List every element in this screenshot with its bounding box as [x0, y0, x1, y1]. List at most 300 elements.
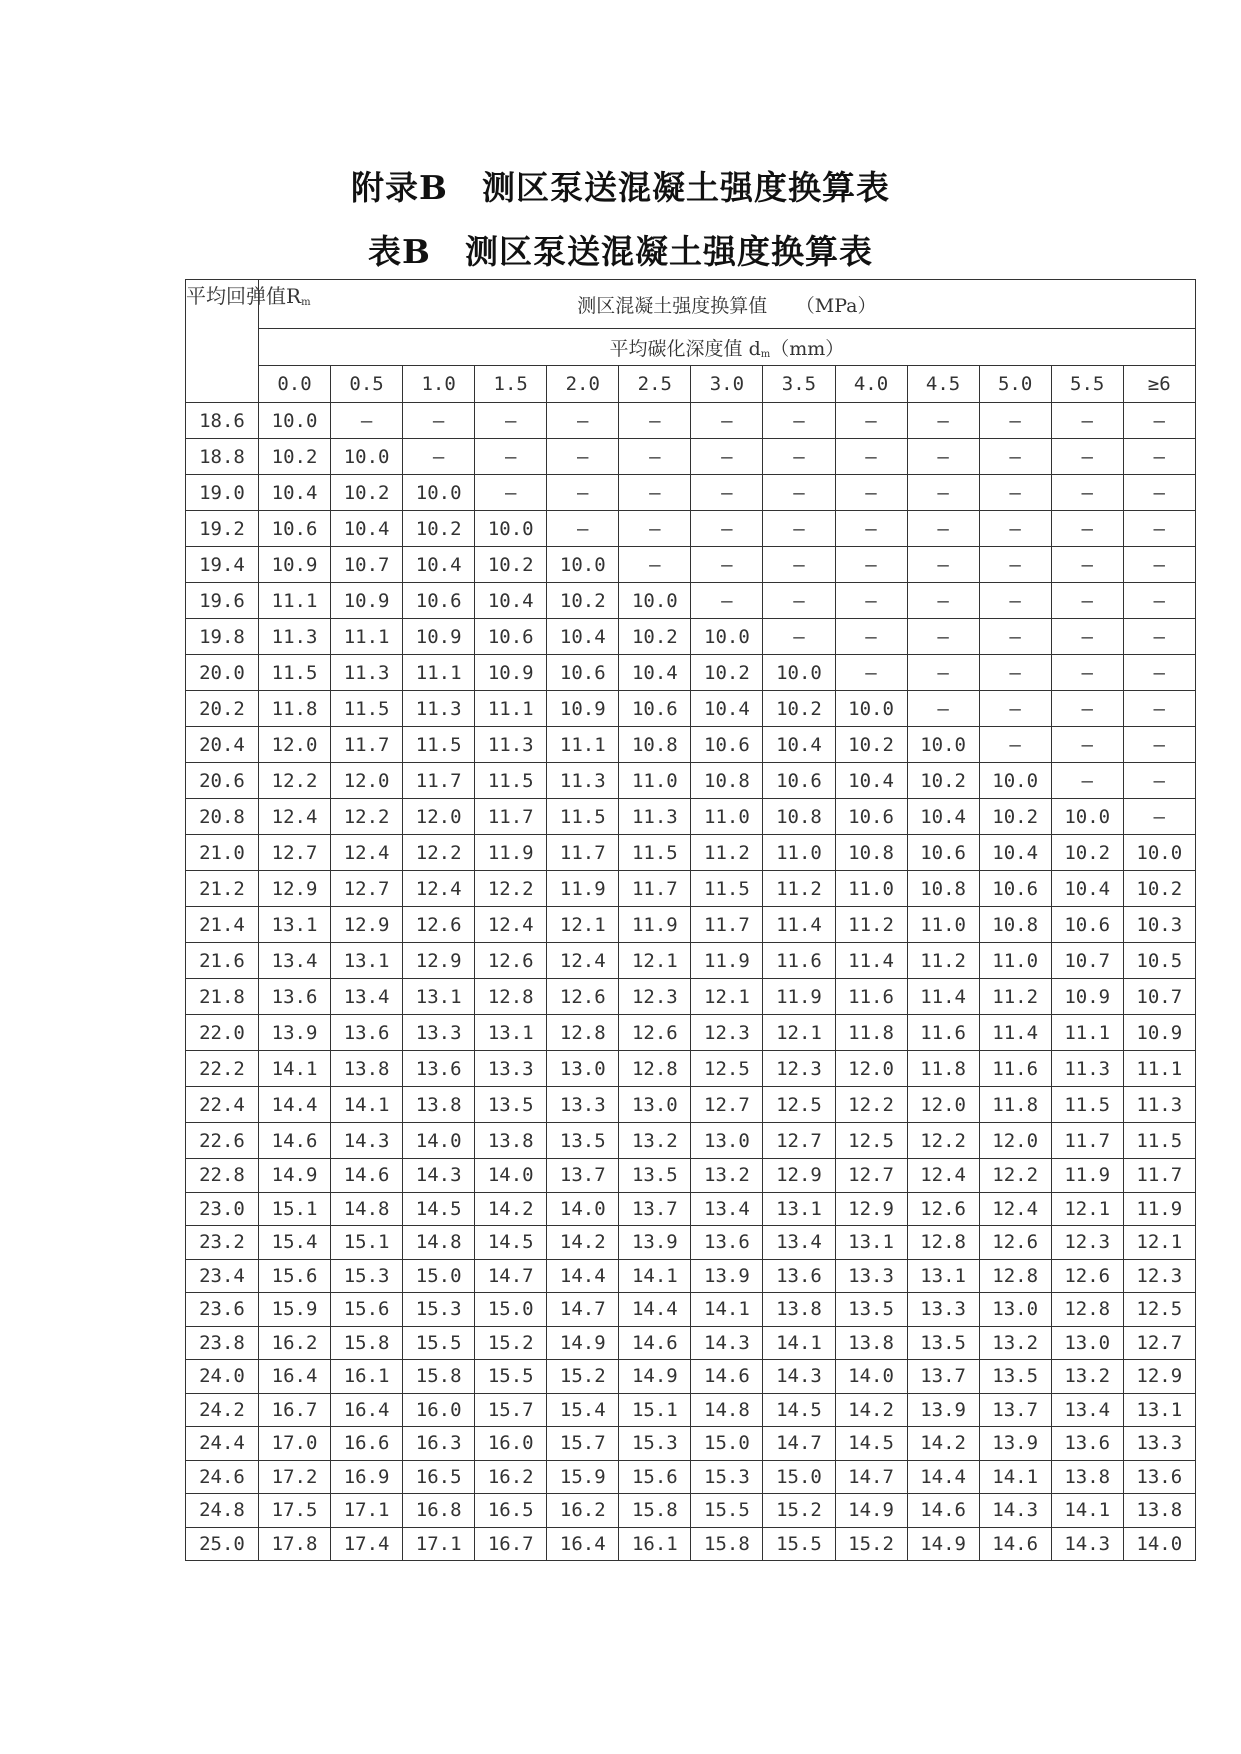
strength-value-cell: 14.6	[979, 1527, 1051, 1561]
strength-value-cell: 10.3	[1123, 907, 1195, 943]
strength-value-cell: 12.1	[763, 1015, 835, 1051]
strength-value-cell: 10.9	[331, 583, 403, 619]
depth-values-row	[186, 366, 1196, 403]
strength-value-cell: 10.0	[403, 475, 475, 511]
strength-value-cell: —	[1051, 727, 1123, 763]
strength-value-cell: 11.7	[403, 763, 475, 799]
table-row	[186, 1427, 1196, 1461]
depth-header-cell: 2.0	[547, 366, 619, 403]
strength-value-cell: 12.0	[835, 1051, 907, 1087]
strength-value-cell: 10.0	[619, 583, 691, 619]
strength-value-cell: 15.3	[403, 1293, 475, 1327]
strength-value-cell: 12.6	[475, 943, 547, 979]
strength-value-cell: 11.9	[763, 979, 835, 1015]
strength-value-cell: 16.4	[547, 1527, 619, 1561]
strength-value-cell: 15.4	[547, 1393, 619, 1427]
strength-value-cell: 12.6	[619, 1015, 691, 1051]
strength-value-cell: —	[979, 403, 1051, 439]
strength-value-cell: 15.5	[403, 1326, 475, 1360]
strength-value-cell: 12.0	[403, 799, 475, 835]
strength-value-cell: 11.7	[331, 727, 403, 763]
strength-value-cell: 10.4	[619, 655, 691, 691]
table-row	[186, 1123, 1196, 1159]
strength-value-cell: 11.3	[547, 763, 619, 799]
strength-value-cell: 10.2	[259, 439, 331, 475]
strength-value-cell: —	[691, 475, 763, 511]
strength-value-cell: 12.9	[331, 907, 403, 943]
strength-value-cell: 10.6	[403, 583, 475, 619]
rebound-value-cell: 22.0	[186, 1015, 259, 1051]
strength-value-cell: 10.0	[835, 691, 907, 727]
table-row	[186, 1051, 1196, 1087]
table-row	[186, 835, 1196, 871]
strength-value-cell: —	[763, 583, 835, 619]
strength-value-cell: 12.6	[1051, 1259, 1123, 1293]
strength-value-cell: —	[1051, 583, 1123, 619]
strength-value-cell: 14.0	[403, 1123, 475, 1159]
strength-value-cell: 13.1	[403, 979, 475, 1015]
rebound-value-header: 平均回弹值$R_m$	[186, 280, 259, 403]
rebound-value-cell: 20.2	[186, 691, 259, 727]
strength-value-cell: 10.9	[1123, 1015, 1195, 1051]
strength-value-cell: 13.1	[907, 1259, 979, 1293]
depth-header-cell: 2.5	[619, 366, 691, 403]
strength-value-cell: 15.9	[259, 1293, 331, 1327]
strength-value-cell: 15.2	[547, 1360, 619, 1394]
strength-value-cell: 14.4	[907, 1460, 979, 1494]
rebound-value-cell: 19.8	[186, 619, 259, 655]
strength-value-cell: 16.7	[475, 1527, 547, 1561]
strength-value-cell: 13.1	[763, 1192, 835, 1226]
table-row	[186, 655, 1196, 691]
strength-value-cell: 14.7	[547, 1293, 619, 1327]
appendix-title: 附录B 测区泵送混凝土强度换算表	[351, 168, 890, 207]
table-row	[186, 871, 1196, 907]
strength-value-cell: 13.5	[619, 1159, 691, 1193]
strength-value-cell: —	[763, 439, 835, 475]
strength-value-cell: 16.7	[259, 1393, 331, 1427]
strength-value-cell: 15.0	[691, 1427, 763, 1461]
strength-value-cell: 15.9	[547, 1460, 619, 1494]
strength-value-cell: 13.8	[331, 1051, 403, 1087]
strength-value-cell: —	[763, 403, 835, 439]
strength-value-cell: 11.9	[475, 835, 547, 871]
table-row	[186, 439, 1196, 475]
strength-value-cell: —	[1123, 475, 1195, 511]
strength-value-cell: 17.1	[403, 1527, 475, 1561]
strength-value-cell: —	[1051, 655, 1123, 691]
strength-value-cell: 15.0	[403, 1259, 475, 1293]
strength-value-cell: 11.7	[1123, 1159, 1195, 1193]
strength-value-cell: —	[475, 439, 547, 475]
depth-header-cell: 0.0	[259, 366, 331, 403]
strength-value-cell: 11.8	[835, 1015, 907, 1051]
rebound-value-cell: 23.2	[186, 1226, 259, 1260]
rebound-value-cell: 18.6	[186, 403, 259, 439]
strength-value-cell: 10.4	[331, 511, 403, 547]
strength-value-cell: 14.5	[763, 1393, 835, 1427]
table-row	[186, 943, 1196, 979]
strength-value-cell: 12.8	[475, 979, 547, 1015]
strength-value-cell: 10.2	[619, 619, 691, 655]
strength-value-cell: 10.6	[979, 871, 1051, 907]
strength-value-cell: 15.6	[331, 1293, 403, 1327]
strength-value-cell: 10.6	[259, 511, 331, 547]
strength-value-cell: 13.2	[691, 1159, 763, 1193]
strength-value-cell: 13.8	[475, 1123, 547, 1159]
strength-value-cell: 12.4	[331, 835, 403, 871]
strength-value-cell: 11.5	[619, 835, 691, 871]
strength-value-cell: 13.3	[403, 1015, 475, 1051]
strength-value-cell: 14.6	[331, 1159, 403, 1193]
strength-value-cell: 10.4	[259, 475, 331, 511]
strength-value-cell: 11.7	[1051, 1123, 1123, 1159]
strength-value-cell: 13.9	[619, 1226, 691, 1260]
strength-value-cell: 16.9	[331, 1460, 403, 1494]
strength-value-cell: 10.4	[475, 583, 547, 619]
rebound-value-cell: 20.0	[186, 655, 259, 691]
strength-value-cell: 13.7	[979, 1393, 1051, 1427]
strength-value-cell: 12.7	[331, 871, 403, 907]
strength-value-cell: 10.0	[475, 511, 547, 547]
strength-value-cell: 11.6	[979, 1051, 1051, 1087]
table-row	[186, 1259, 1196, 1293]
strength-value-cell: —	[835, 511, 907, 547]
depth-header-cell: 1.0	[403, 366, 475, 403]
strength-value-cell: —	[1123, 511, 1195, 547]
strength-value-cell: —	[835, 619, 907, 655]
strength-value-cell: 15.3	[619, 1427, 691, 1461]
strength-value-cell: —	[763, 547, 835, 583]
table-row	[186, 511, 1196, 547]
table-row	[186, 1192, 1196, 1226]
strength-value-cell: 16.6	[331, 1427, 403, 1461]
strength-value-cell: 13.8	[1123, 1494, 1195, 1528]
depth-header-cell: 5.5	[1051, 366, 1123, 403]
strength-value-cell: —	[835, 583, 907, 619]
strength-value-cell: 14.1	[259, 1051, 331, 1087]
rebound-value-cell: 22.6	[186, 1123, 259, 1159]
strength-value-cell: 12.1	[1123, 1226, 1195, 1260]
strength-value-cell: 10.8	[979, 907, 1051, 943]
strength-value-cell: 11.9	[619, 907, 691, 943]
strength-value-cell: —	[691, 403, 763, 439]
strength-value-cell: 12.4	[979, 1192, 1051, 1226]
rebound-value-cell: 18.8	[186, 439, 259, 475]
strength-value-cell: 10.0	[691, 619, 763, 655]
strength-value-cell: 12.6	[547, 979, 619, 1015]
strength-value-cell: 13.3	[1123, 1427, 1195, 1461]
rebound-value-cell: 21.6	[186, 943, 259, 979]
strength-value-cell: 11.7	[691, 907, 763, 943]
strength-value-cell: 11.4	[907, 979, 979, 1015]
strength-value-cell: 12.8	[1051, 1293, 1123, 1327]
strength-value-cell: —	[1051, 619, 1123, 655]
strength-value-cell: 10.2	[907, 763, 979, 799]
table-row	[186, 799, 1196, 835]
table-row	[186, 475, 1196, 511]
strength-value-cell: 14.1	[1051, 1494, 1123, 1528]
strength-value-cell: 15.8	[331, 1326, 403, 1360]
strength-value-cell: 12.9	[259, 871, 331, 907]
strength-value-cell: 14.9	[907, 1527, 979, 1561]
strength-value-cell: 16.2	[547, 1494, 619, 1528]
strength-value-cell: —	[907, 691, 979, 727]
strength-value-cell: —	[1123, 763, 1195, 799]
strength-value-cell: 14.0	[547, 1192, 619, 1226]
strength-value-cell: 12.0	[331, 763, 403, 799]
strength-value-cell: 11.2	[835, 907, 907, 943]
strength-value-cell: 10.4	[403, 547, 475, 583]
strength-value-cell: 11.3	[331, 655, 403, 691]
strength-value-cell: —	[907, 583, 979, 619]
strength-value-cell: 14.7	[763, 1427, 835, 1461]
strength-value-cell: 13.4	[691, 1192, 763, 1226]
table-row	[186, 1326, 1196, 1360]
strength-value-cell: 16.1	[331, 1360, 403, 1394]
strength-value-cell: 13.0	[547, 1051, 619, 1087]
strength-value-cell: 14.1	[763, 1326, 835, 1360]
strength-value-cell: 14.0	[475, 1159, 547, 1193]
strength-value-cell: 10.8	[835, 835, 907, 871]
rebound-value-cell: 20.6	[186, 763, 259, 799]
strength-value-cell: 13.8	[1051, 1460, 1123, 1494]
strength-value-cell: 12.4	[259, 799, 331, 835]
strength-value-cell: 16.3	[403, 1427, 475, 1461]
strength-value-cell: 10.4	[907, 799, 979, 835]
strength-value-cell: 11.3	[475, 727, 547, 763]
strength-value-cell: —	[547, 403, 619, 439]
strength-value-cell: 11.9	[691, 943, 763, 979]
strength-value-cell: 12.2	[835, 1087, 907, 1123]
strength-value-cell: 12.9	[835, 1192, 907, 1226]
rebound-value-cell: 22.8	[186, 1159, 259, 1193]
strength-value-cell: —	[619, 403, 691, 439]
strength-value-cell: 12.4	[547, 943, 619, 979]
strength-value-cell: 12.7	[691, 1087, 763, 1123]
strength-value-cell: 12.6	[403, 907, 475, 943]
depth-header-cell: 5.0	[979, 366, 1051, 403]
strength-value-cell: 10.2	[331, 475, 403, 511]
strength-value-cell: 17.8	[259, 1527, 331, 1561]
strength-value-cell: 10.2	[1123, 871, 1195, 907]
rebound-value-cell: 21.2	[186, 871, 259, 907]
strength-value-cell: 15.0	[475, 1293, 547, 1327]
carbonation-depth-label: 平均碳化深度值 $d_m(mm)$	[259, 329, 1196, 366]
strength-value-cell: —	[835, 547, 907, 583]
strength-value-cell: 11.1	[403, 655, 475, 691]
strength-value-cell: 14.3	[763, 1360, 835, 1394]
strength-value-cell: 11.7	[619, 871, 691, 907]
table-title: 表B 测区泵送混凝土强度换算表	[368, 232, 873, 271]
strength-value-cell: 11.1	[259, 583, 331, 619]
strength-value-cell: 11.0	[979, 943, 1051, 979]
strength-value-cell: 10.0	[259, 403, 331, 439]
strength-value-cell: 11.5	[691, 871, 763, 907]
strength-value-cell: 15.3	[691, 1460, 763, 1494]
strength-value-cell: 11.1	[331, 619, 403, 655]
rebound-value-cell: 23.4	[186, 1259, 259, 1293]
strength-value-cell: 11.5	[331, 691, 403, 727]
strength-value-cell: —	[691, 511, 763, 547]
strength-value-cell: 15.8	[691, 1527, 763, 1561]
strength-value-cell: 10.8	[619, 727, 691, 763]
strength-value-cell: —	[619, 547, 691, 583]
strength-value-cell: 12.7	[1123, 1326, 1195, 1360]
strength-value-cell: 15.6	[259, 1259, 331, 1293]
strength-value-cell: 12.8	[907, 1226, 979, 1260]
strength-value-cell: 16.2	[259, 1326, 331, 1360]
strength-value-cell: 12.2	[979, 1159, 1051, 1193]
table-row	[186, 619, 1196, 655]
rebound-value-cell: 21.8	[186, 979, 259, 1015]
strength-value-cell: 13.4	[1051, 1393, 1123, 1427]
table-row	[186, 1393, 1196, 1427]
rebound-value-cell: 23.0	[186, 1192, 259, 1226]
strength-value-cell: 14.4	[547, 1259, 619, 1293]
strength-value-cell: 10.2	[403, 511, 475, 547]
strength-value-cell: 13.6	[259, 979, 331, 1015]
strength-value-cell: 11.6	[907, 1015, 979, 1051]
rebound-value-cell: 20.4	[186, 727, 259, 763]
strength-value-cell: 10.2	[763, 691, 835, 727]
strength-value-cell: 13.3	[835, 1259, 907, 1293]
strength-value-cell: 11.2	[979, 979, 1051, 1015]
strength-value-cell: —	[547, 511, 619, 547]
table-row	[186, 1087, 1196, 1123]
strength-conversion-table	[185, 279, 1196, 1561]
strength-value-cell: —	[835, 475, 907, 511]
strength-value-cell: 10.0	[979, 763, 1051, 799]
strength-value-cell: 13.6	[691, 1226, 763, 1260]
strength-value-cell: 10.9	[403, 619, 475, 655]
strength-value-cell: 12.7	[259, 835, 331, 871]
strength-value-cell: 12.9	[763, 1159, 835, 1193]
strength-value-cell: 14.2	[907, 1427, 979, 1461]
strength-value-cell: 12.3	[619, 979, 691, 1015]
strength-value-cell: 13.0	[1051, 1326, 1123, 1360]
rebound-value-cell: 19.6	[186, 583, 259, 619]
table-row	[186, 1293, 1196, 1327]
strength-value-cell: —	[763, 511, 835, 547]
strength-value-cell: —	[547, 475, 619, 511]
strength-value-cell: 14.6	[259, 1123, 331, 1159]
strength-value-cell: 12.8	[547, 1015, 619, 1051]
strength-value-cell: 14.3	[403, 1159, 475, 1193]
strength-value-cell: 12.0	[979, 1123, 1051, 1159]
strength-value-cell: 15.2	[475, 1326, 547, 1360]
strength-value-cell: 10.9	[547, 691, 619, 727]
depth-header-cell: ≥6	[1123, 366, 1195, 403]
header-row-depth	[186, 329, 1196, 366]
strength-value-cell: —	[691, 583, 763, 619]
strength-value-cell: —	[907, 475, 979, 511]
strength-value-cell: 11.7	[475, 799, 547, 835]
strength-value-cell: 10.0	[1123, 835, 1195, 871]
strength-value-cell: 15.5	[763, 1527, 835, 1561]
strength-value-cell: 11.7	[547, 835, 619, 871]
rebound-value-cell: 24.6	[186, 1460, 259, 1494]
strength-value-cell: 17.0	[259, 1427, 331, 1461]
depth-header-cell: 4.0	[835, 366, 907, 403]
strength-value-cell: 14.0	[1123, 1527, 1195, 1561]
strength-value-cell: 11.4	[835, 943, 907, 979]
rebound-value-cell: 24.4	[186, 1427, 259, 1461]
strength-value-cell: 13.7	[907, 1360, 979, 1394]
table-row	[186, 979, 1196, 1015]
strength-value-cell: 14.8	[331, 1192, 403, 1226]
rebound-value-cell: 21.4	[186, 907, 259, 943]
strength-value-cell: 15.6	[619, 1460, 691, 1494]
strength-value-cell: 14.1	[691, 1293, 763, 1327]
strength-value-cell: 13.3	[547, 1087, 619, 1123]
strength-value-cell: 10.8	[691, 763, 763, 799]
strength-value-cell: —	[763, 619, 835, 655]
strength-value-cell: 13.0	[979, 1293, 1051, 1327]
strength-value-cell: 14.3	[979, 1494, 1051, 1528]
strength-value-cell: 13.1	[475, 1015, 547, 1051]
depth-header-cell: 0.5	[331, 366, 403, 403]
strength-value-cell: 13.4	[259, 943, 331, 979]
rebound-value-cell: 23.8	[186, 1326, 259, 1360]
strength-value-cell: 14.5	[403, 1192, 475, 1226]
strength-value-cell: —	[1051, 439, 1123, 475]
strength-value-cell: 16.5	[403, 1460, 475, 1494]
strength-value-cell: 12.2	[331, 799, 403, 835]
strength-value-cell: 13.9	[691, 1259, 763, 1293]
strength-value-cell: 14.5	[835, 1427, 907, 1461]
strength-value-cell: 12.4	[907, 1159, 979, 1193]
strength-value-cell: 12.3	[1051, 1226, 1123, 1260]
strength-value-cell: 13.9	[907, 1393, 979, 1427]
strength-value-cell: —	[979, 727, 1051, 763]
strength-value-cell: 12.4	[475, 907, 547, 943]
table-row	[186, 727, 1196, 763]
strength-value-cell: 12.4	[403, 871, 475, 907]
strength-value-cell: 10.0	[1051, 799, 1123, 835]
strength-value-cell: 11.6	[763, 943, 835, 979]
strength-value-cell: 10.6	[1051, 907, 1123, 943]
strength-value-cell: 10.6	[547, 655, 619, 691]
strength-value-cell: 14.1	[619, 1259, 691, 1293]
strength-value-cell: —	[1123, 691, 1195, 727]
strength-value-cell: —	[1051, 511, 1123, 547]
strength-value-cell: —	[475, 475, 547, 511]
strength-value-cell: 12.2	[259, 763, 331, 799]
strength-value-cell: 11.5	[403, 727, 475, 763]
strength-value-cell: —	[1123, 439, 1195, 475]
strength-value-cell: 11.1	[1051, 1015, 1123, 1051]
rebound-value-cell: 22.2	[186, 1051, 259, 1087]
strength-value-cell: 10.9	[475, 655, 547, 691]
strength-value-cell: 15.2	[763, 1494, 835, 1528]
strength-value-cell: —	[1123, 619, 1195, 655]
strength-value-cell: —	[1051, 763, 1123, 799]
strength-value-cell: 14.8	[403, 1226, 475, 1260]
strength-value-cell: 11.8	[907, 1051, 979, 1087]
strength-value-cell: 10.6	[763, 763, 835, 799]
strength-value-cell: —	[835, 439, 907, 475]
table-row	[186, 1494, 1196, 1528]
strength-value-cell: 12.1	[691, 979, 763, 1015]
strength-value-cell: —	[331, 403, 403, 439]
strength-value-cell: 11.4	[763, 907, 835, 943]
strength-value-cell: 11.0	[763, 835, 835, 871]
table-row	[186, 1226, 1196, 1260]
strength-value-cell: 14.7	[475, 1259, 547, 1293]
strength-value-cell: 13.1	[1123, 1393, 1195, 1427]
rebound-value-cell: 24.2	[186, 1393, 259, 1427]
